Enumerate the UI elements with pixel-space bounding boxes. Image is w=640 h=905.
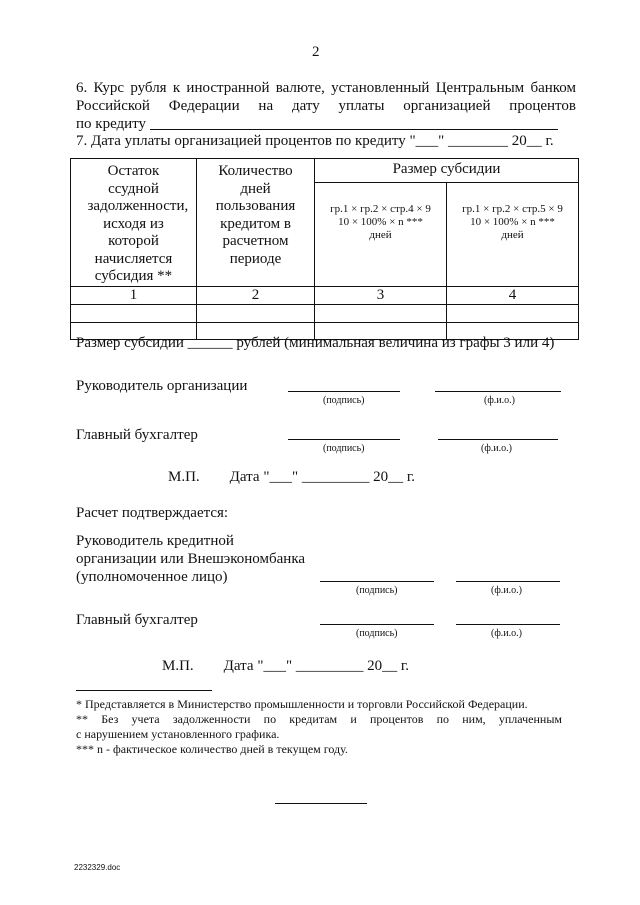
name-caption: (ф.и.о.) (491, 585, 522, 596)
col4-formula-numerator: гр.1 × гр.2 × стр.5 × 9 (462, 203, 563, 216)
org-head-name-line (435, 391, 561, 392)
subsidy-header: Размер субсидии (315, 159, 579, 183)
col1-header: Остаток ссудной задолженности, исходя из которой начисляется субсидия ** (71, 159, 197, 287)
bank-head-name-line (456, 581, 560, 582)
item6-line2: Российской Федерации на дату уплаты организацией процентов (76, 98, 576, 114)
sign-caption: (подпись) (323, 443, 365, 454)
bank-stamp-date: М.П. Дата "___" _________ 20__ г. (162, 658, 410, 674)
subsidy-size-line: Размер субсидии ______ рублей (минимальная величина из графы 3 или 4) (76, 335, 555, 351)
sign-caption: (подпись) (356, 628, 398, 639)
bank-accountant-label: Главный бухгалтер (76, 612, 198, 628)
footnote-3: *** n - фактическое количество дней в текущем году. (76, 742, 348, 756)
col4-formula-denominator: 10 × 100% × n *** (470, 216, 555, 229)
item7-text: 7. Дата уплаты организацией процентов по кредиту "___" ________ 20__ г. (76, 133, 554, 149)
bank-accountant-signature-line (320, 624, 434, 625)
confirmation-title: Расчет подтверждается: (76, 505, 229, 521)
end-divider (275, 803, 367, 804)
sign-caption: (подпись) (356, 585, 398, 596)
name-caption: (ф.и.о.) (481, 443, 512, 454)
org-stamp-date: М.П. Дата "___" _________ 20__ г. (168, 469, 416, 485)
page-number: 2 (312, 44, 320, 60)
org-head-signature-line (288, 391, 400, 392)
col3-formula (315, 183, 447, 286)
col3-formula-unit: дней (369, 229, 392, 242)
bank-head-line1: Руководитель кредитной (76, 533, 234, 549)
table-row (71, 305, 579, 323)
col-number: 3 (315, 286, 447, 305)
exchange-rate-field (150, 129, 558, 130)
col3-formula-numerator: гр.1 × гр.2 × стр.4 × 9 (330, 203, 431, 216)
org-accountant-label: Главный бухгалтер (76, 427, 198, 443)
footnote-2-line1: ** Без учета задолженности по кредитам и процентов по ним, уплаченным (76, 712, 562, 726)
footnote-2-line2: с нарушением установленного графика. (76, 727, 280, 741)
col4-formula-unit: дней (501, 229, 524, 242)
item6-line1: 6. Курс рубля к иностранной валюте, установленный Центральным банком (76, 80, 576, 96)
bank-head-line2: организации или Внешэкономбанка (76, 551, 306, 567)
document-id: 2232329.doc (74, 863, 121, 872)
col-number: 4 (447, 286, 579, 305)
subsidy-table (70, 158, 579, 340)
footnote-1: * Представляется в Министерство промышленности и торговли Российской Федерации. (76, 697, 528, 711)
name-caption: (ф.и.о.) (491, 628, 522, 639)
col-number: 2 (197, 286, 315, 305)
col3-formula-denominator: 10 × 100% × n *** (338, 216, 423, 229)
col4-formula (447, 183, 579, 286)
sign-caption: (подпись) (323, 395, 365, 406)
footnote-divider (76, 690, 212, 691)
item6-line3: по кредиту (76, 116, 147, 132)
name-caption: (ф.и.о.) (484, 395, 515, 406)
bank-head-line3: (уполномоченное лицо) (76, 569, 228, 585)
org-head-label: Руководитель организации (76, 378, 248, 394)
org-accountant-name-line (438, 439, 558, 440)
col-number: 1 (71, 286, 197, 305)
col2-header: Количество дней пользования кредитом в расчетном периоде (197, 159, 315, 287)
org-accountant-signature-line (288, 439, 400, 440)
bank-accountant-name-line (456, 624, 560, 625)
bank-head-signature-line (320, 581, 434, 582)
